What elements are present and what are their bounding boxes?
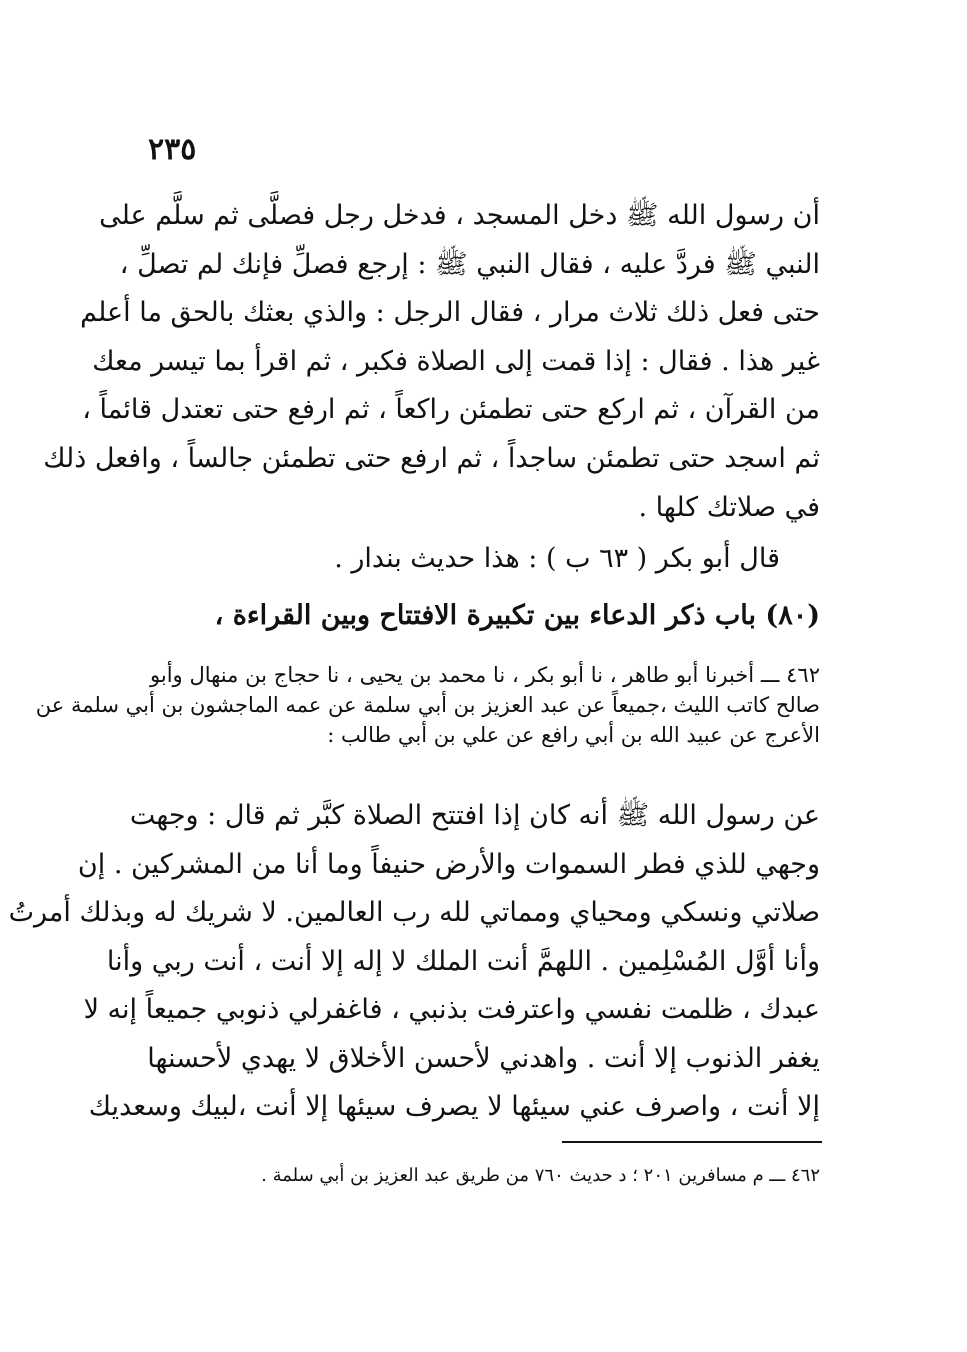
isnad-note-text: قال أبو بكر ( ٦٣ ب ) : هذا حديث بندار . xyxy=(334,543,780,574)
text-line: النبي ﷺ فردَّ عليه ، فقال النبي ﷺ : إرجع فصلِّ فإنك لم تصلِّ ، xyxy=(119,248,820,280)
footnote-divider xyxy=(562,1141,822,1143)
text-line: يغفر الذنوب إلا أنت . واهدني لأحسن الأخلاق لا يهدي لأحسنها xyxy=(147,1042,820,1074)
chapter-heading xyxy=(150,596,820,636)
text-line: عن رسول الله ﷺ أنه كان إذا افتتح الصلاة كبَّر ثم قال : وجهت xyxy=(129,800,820,831)
footnote: ٤٦٢ ـــ م مسافرين ٢٠١ ؛ د حديث ٧٦٠ من طريق عبد العزيز بن أبي سلمة . xyxy=(261,1165,820,1186)
page-number: ٢٣٥ xyxy=(148,132,197,167)
text-line: غير هذا . فقال : إذا قمت إلى الصلاة فكبر ، ثم اقرأ بما تيسر معك xyxy=(92,345,820,377)
text-line: عبدك ، ظلمت نفسي واعترفت بذنبي ، فاغفرلي ذنوبي جميعاً إنه لا xyxy=(83,994,820,1025)
text-line: في صلاتك كلها . xyxy=(638,491,820,523)
chapter-heading-text: (٨٠) باب ذكر الدعاء بين تكبيرة الافتتاح وبين القراءة ، xyxy=(214,600,820,631)
hadith-text xyxy=(8,792,820,1132)
text-line: وأنا أوَّل المُسْلِمين . اللهمَّ أنت الملك لا إله إلا أنت ، أنت ربي وأنا xyxy=(106,945,820,977)
text-line: أن رسول الله ﷺ دخل المسجد ، فدخل رجل فصلَّى ثم سلَّم على xyxy=(99,200,820,231)
sanad-line: الأعرج عن عبيد الله بن أبي رافع عن علي بن أبي طالب : xyxy=(327,723,820,747)
sanad-line: ٤٦٢ ـــ أخبرنا أبو طاهر ، نا أبو بكر ، نا محمد بن يحيى ، نا حجاج بن منهال وأبو xyxy=(150,663,820,687)
text-line: ثم اسجد حتى تطمئن ساجداً ، ثم ارفع حتى تطمئن جالساً ، وافعل ذلك xyxy=(43,442,820,474)
text-line: وجهي للذي فطر السموات والأرض حنيفاً وما أنا من المشركين . إن xyxy=(77,848,820,880)
text-line: صلاتي ونسكي ومحياي ومماتي لله رب العالمين. لا شريك له وبذلك أمرتُ xyxy=(8,897,820,928)
text-line: حتى فعل ذلك ثلاث مرار ، فقال الرجل : والذي بعثك بالحق ما أعلم xyxy=(80,297,820,329)
sanad-block xyxy=(35,660,820,750)
text-line: من القرآن ، ثم اركع حتى تطمئن راكعاً ، ثم ارفع حتى تعتدل قائماً ، xyxy=(82,394,820,426)
isnad-note xyxy=(150,539,820,579)
text-line: إلا أنت ، واصرف عني سيئها لا يصرف سيئها إلا أنت ،لبيك وسعديك xyxy=(88,1091,820,1122)
hadith-body-text xyxy=(43,192,820,532)
sanad-line: صالح كاتب الليث ،جميعاً عن عبد العزيز بن أبي سلمة عن عمه الماجشون بن أبي سلمة عن xyxy=(35,693,820,717)
